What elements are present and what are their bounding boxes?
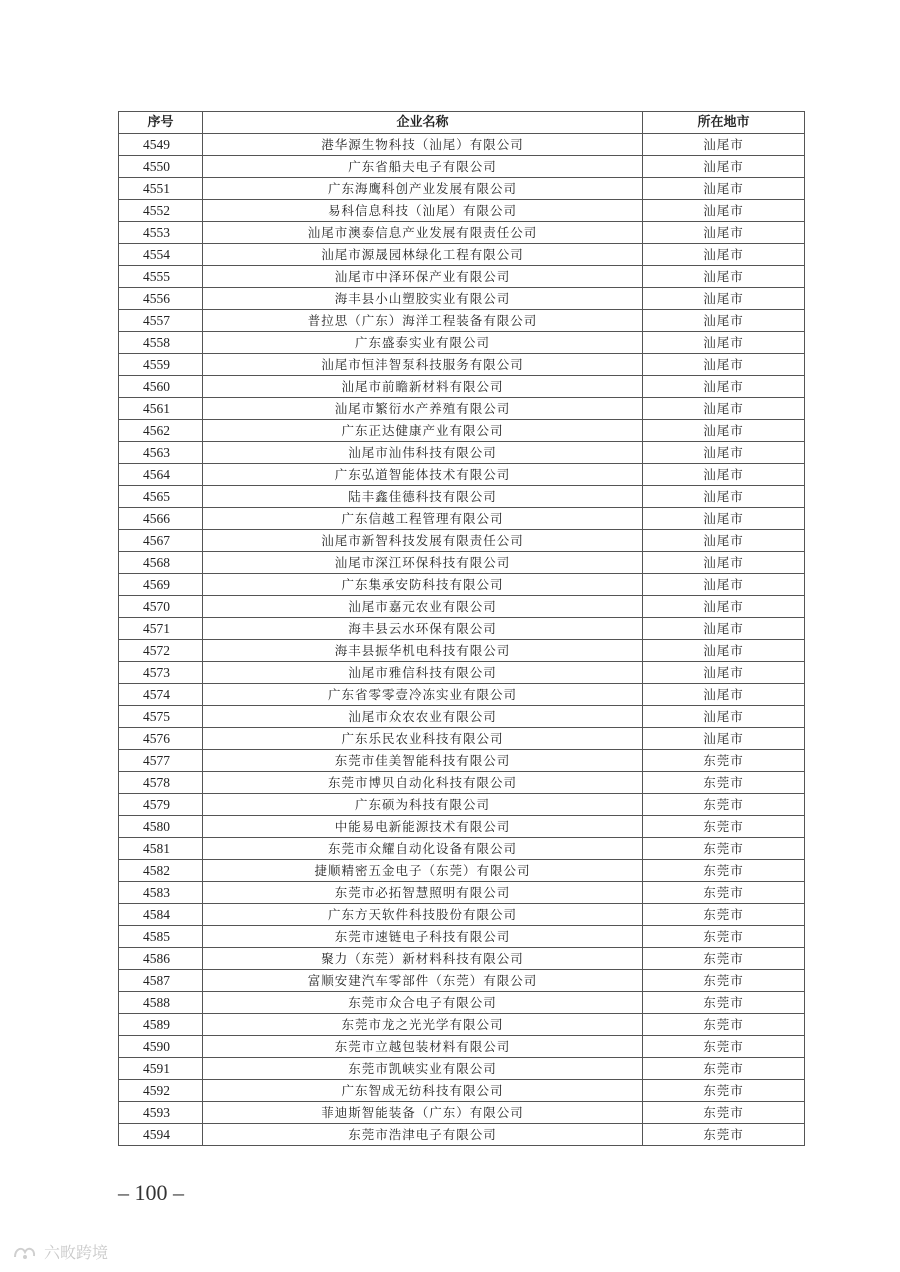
table-header-row [119,112,805,134]
row-index: 4589 [119,1014,203,1036]
row-index: 4562 [119,420,203,442]
row-index: 4549 [119,134,203,156]
row-index: 4552 [119,200,203,222]
table-row [119,926,805,948]
table-row [119,706,805,728]
table-row [119,134,805,156]
table-row [119,222,805,244]
row-index: 4569 [119,574,203,596]
row-company-name: 陆丰鑫佳德科技有限公司 [203,486,643,508]
table-row [119,860,805,882]
table-row [119,904,805,926]
row-company-name: 普拉思（广东）海洋工程装备有限公司 [203,310,643,332]
row-index: 4572 [119,640,203,662]
row-company-name: 汕尾市澳泰信息产业发展有限责任公司 [203,222,643,244]
row-index: 4564 [119,464,203,486]
watermark-text: 六畋跨境 [44,1243,109,1262]
table-row [119,464,805,486]
row-city: 东莞市 [643,1102,805,1124]
row-city: 汕尾市 [643,530,805,552]
table-row [119,200,805,222]
row-city: 汕尾市 [643,376,805,398]
row-index: 4567 [119,530,203,552]
row-city: 汕尾市 [643,728,805,750]
row-index: 4590 [119,1036,203,1058]
row-company-name: 广东乐民农业科技有限公司 [203,728,643,750]
row-company-name: 广东正达健康产业有限公司 [203,420,643,442]
row-index: 4563 [119,442,203,464]
row-city: 汕尾市 [643,310,805,332]
header-city: 所在地市 [643,112,805,134]
row-city: 汕尾市 [643,464,805,486]
table-row [119,530,805,552]
table-row [119,662,805,684]
row-city: 汕尾市 [643,244,805,266]
row-company-name: 捷顺精密五金电子（东莞）有限公司 [203,860,643,882]
row-company-name: 东莞市龙之光光学有限公司 [203,1014,643,1036]
page-number: – 100 – [118,1180,184,1205]
row-index: 4587 [119,970,203,992]
row-city: 汕尾市 [643,222,805,244]
row-index: 4566 [119,508,203,530]
table-row [119,486,805,508]
row-company-name: 东莞市速链电子科技有限公司 [203,926,643,948]
row-city: 汕尾市 [643,200,805,222]
table-row [119,948,805,970]
table-row [119,1080,805,1102]
row-company-name: 广东省船夫电子有限公司 [203,156,643,178]
table-row [119,1014,805,1036]
row-index: 4558 [119,332,203,354]
row-city: 东莞市 [643,816,805,838]
row-index: 4577 [119,750,203,772]
row-company-name: 东莞市凯峡实业有限公司 [203,1058,643,1080]
row-index: 4578 [119,772,203,794]
row-city: 东莞市 [643,794,805,816]
table-row [119,728,805,750]
row-index: 4559 [119,354,203,376]
row-city: 汕尾市 [643,178,805,200]
company-list-table [118,111,805,1146]
table-row [119,332,805,354]
table-row [119,310,805,332]
row-index: 4581 [119,838,203,860]
row-company-name: 东莞市必拓智慧照明有限公司 [203,882,643,904]
row-company-name: 广东盛泰实业有限公司 [203,332,643,354]
table-row [119,882,805,904]
row-city: 东莞市 [643,1080,805,1102]
row-company-name: 易科信息科技（汕尾）有限公司 [203,200,643,222]
row-city: 汕尾市 [643,266,805,288]
row-index: 4574 [119,684,203,706]
row-company-name: 汕尾市汕伟科技有限公司 [203,442,643,464]
table-row [119,1058,805,1080]
row-city: 东莞市 [643,1124,805,1146]
row-company-name: 广东方天软件科技股份有限公司 [203,904,643,926]
row-index: 4553 [119,222,203,244]
row-city: 汕尾市 [643,574,805,596]
row-city: 东莞市 [643,772,805,794]
row-city: 汕尾市 [643,552,805,574]
row-index: 4570 [119,596,203,618]
row-city: 汕尾市 [643,486,805,508]
watermark [12,1240,108,1263]
row-city: 东莞市 [643,1014,805,1036]
table-row [119,992,805,1014]
row-company-name: 东莞市立越包装材料有限公司 [203,1036,643,1058]
row-company-name: 广东集承安防科技有限公司 [203,574,643,596]
table-row [119,156,805,178]
header-company: 企业名称 [203,112,643,134]
row-index: 4557 [119,310,203,332]
row-company-name: 汕尾市深江环保科技有限公司 [203,552,643,574]
row-city: 汕尾市 [643,640,805,662]
row-index: 4554 [119,244,203,266]
table-row [119,508,805,530]
table-row [119,684,805,706]
table-row [119,618,805,640]
table-row [119,178,805,200]
table-row [119,552,805,574]
row-index: 4583 [119,882,203,904]
row-index: 4592 [119,1080,203,1102]
row-company-name: 汕尾市雅信科技有限公司 [203,662,643,684]
table-row [119,640,805,662]
row-city: 东莞市 [643,1036,805,1058]
row-index: 4555 [119,266,203,288]
row-index: 4560 [119,376,203,398]
row-city: 汕尾市 [643,596,805,618]
table-row [119,354,805,376]
table-row [119,750,805,772]
row-index: 4585 [119,926,203,948]
row-company-name: 汕尾市嘉元农业有限公司 [203,596,643,618]
row-city: 东莞市 [643,882,805,904]
row-index: 4565 [119,486,203,508]
row-index: 4594 [119,1124,203,1146]
row-index: 4580 [119,816,203,838]
row-city: 汕尾市 [643,618,805,640]
row-company-name: 东莞市佳美智能科技有限公司 [203,750,643,772]
row-index: 4556 [119,288,203,310]
table-row [119,266,805,288]
row-index: 4568 [119,552,203,574]
row-company-name: 汕尾市中泽环保产业有限公司 [203,266,643,288]
row-index: 4575 [119,706,203,728]
row-index: 4573 [119,662,203,684]
table-row [119,970,805,992]
table-row [119,1036,805,1058]
row-city: 东莞市 [643,860,805,882]
row-city: 汕尾市 [643,508,805,530]
row-index: 4561 [119,398,203,420]
row-company-name: 广东省零零壹冷冻实业有限公司 [203,684,643,706]
row-company-name: 海丰县云水环保有限公司 [203,618,643,640]
row-company-name: 东莞市众耀自动化设备有限公司 [203,838,643,860]
row-city: 汕尾市 [643,332,805,354]
table-row [119,816,805,838]
row-company-name: 中能易电新能源技术有限公司 [203,816,643,838]
row-index: 4593 [119,1102,203,1124]
row-company-name: 东莞市浩津电子有限公司 [203,1124,643,1146]
row-city: 汕尾市 [643,288,805,310]
row-company-name: 菲迪斯智能装备（广东）有限公司 [203,1102,643,1124]
row-company-name: 广东硕为科技有限公司 [203,794,643,816]
row-index: 4576 [119,728,203,750]
row-company-name: 海丰县小山塑胶实业有限公司 [203,288,643,310]
table-row [119,288,805,310]
row-city: 汕尾市 [643,156,805,178]
row-index: 4579 [119,794,203,816]
row-index: 4586 [119,948,203,970]
row-company-name: 汕尾市源晟园林绿化工程有限公司 [203,244,643,266]
row-city: 东莞市 [643,970,805,992]
table-row [119,838,805,860]
row-company-name: 广东智成无纺科技有限公司 [203,1080,643,1102]
row-company-name: 广东海鹰科创产业发展有限公司 [203,178,643,200]
row-city: 汕尾市 [643,442,805,464]
row-city: 东莞市 [643,838,805,860]
row-index: 4582 [119,860,203,882]
row-company-name: 海丰县振华机电科技有限公司 [203,640,643,662]
row-city: 东莞市 [643,926,805,948]
table-row [119,574,805,596]
row-company-name: 汕尾市恒沣智泵科技服务有限公司 [203,354,643,376]
row-company-name: 港华源生物科技（汕尾）有限公司 [203,134,643,156]
row-company-name: 东莞市众合电子有限公司 [203,992,643,1014]
row-city: 汕尾市 [643,684,805,706]
row-company-name: 汕尾市新智科技发展有限责任公司 [203,530,643,552]
row-company-name: 汕尾市前瞻新材料有限公司 [203,376,643,398]
row-index: 4584 [119,904,203,926]
row-company-name: 汕尾市众农农业有限公司 [203,706,643,728]
row-index: 4588 [119,992,203,1014]
row-city: 东莞市 [643,948,805,970]
row-index: 4550 [119,156,203,178]
row-index: 4591 [119,1058,203,1080]
table-row [119,398,805,420]
row-city: 东莞市 [643,750,805,772]
row-company-name: 聚力（东莞）新材料科技有限公司 [203,948,643,970]
table-row [119,420,805,442]
table-row [119,596,805,618]
row-city: 东莞市 [643,992,805,1014]
row-city: 汕尾市 [643,420,805,442]
row-city: 东莞市 [643,1058,805,1080]
row-city: 东莞市 [643,904,805,926]
row-company-name: 广东信越工程管理有限公司 [203,508,643,530]
row-city: 汕尾市 [643,662,805,684]
row-city: 汕尾市 [643,398,805,420]
row-index: 4551 [119,178,203,200]
row-city: 汕尾市 [643,706,805,728]
row-city: 汕尾市 [643,134,805,156]
row-company-name: 富顺安建汽车零部件（东莞）有限公司 [203,970,643,992]
table-row [119,772,805,794]
table-row [119,244,805,266]
header-index: 序号 [119,112,203,134]
row-index: 4571 [119,618,203,640]
table-row [119,1124,805,1146]
table-row [119,1102,805,1124]
row-city: 汕尾市 [643,354,805,376]
row-company-name: 东莞市博贝自动化科技有限公司 [203,772,643,794]
watermark-logo-icon [12,1243,38,1261]
row-company-name: 广东弘道智能体技术有限公司 [203,464,643,486]
row-company-name: 汕尾市繁衍水产养殖有限公司 [203,398,643,420]
table-row [119,376,805,398]
table-row [119,794,805,816]
table-row [119,442,805,464]
